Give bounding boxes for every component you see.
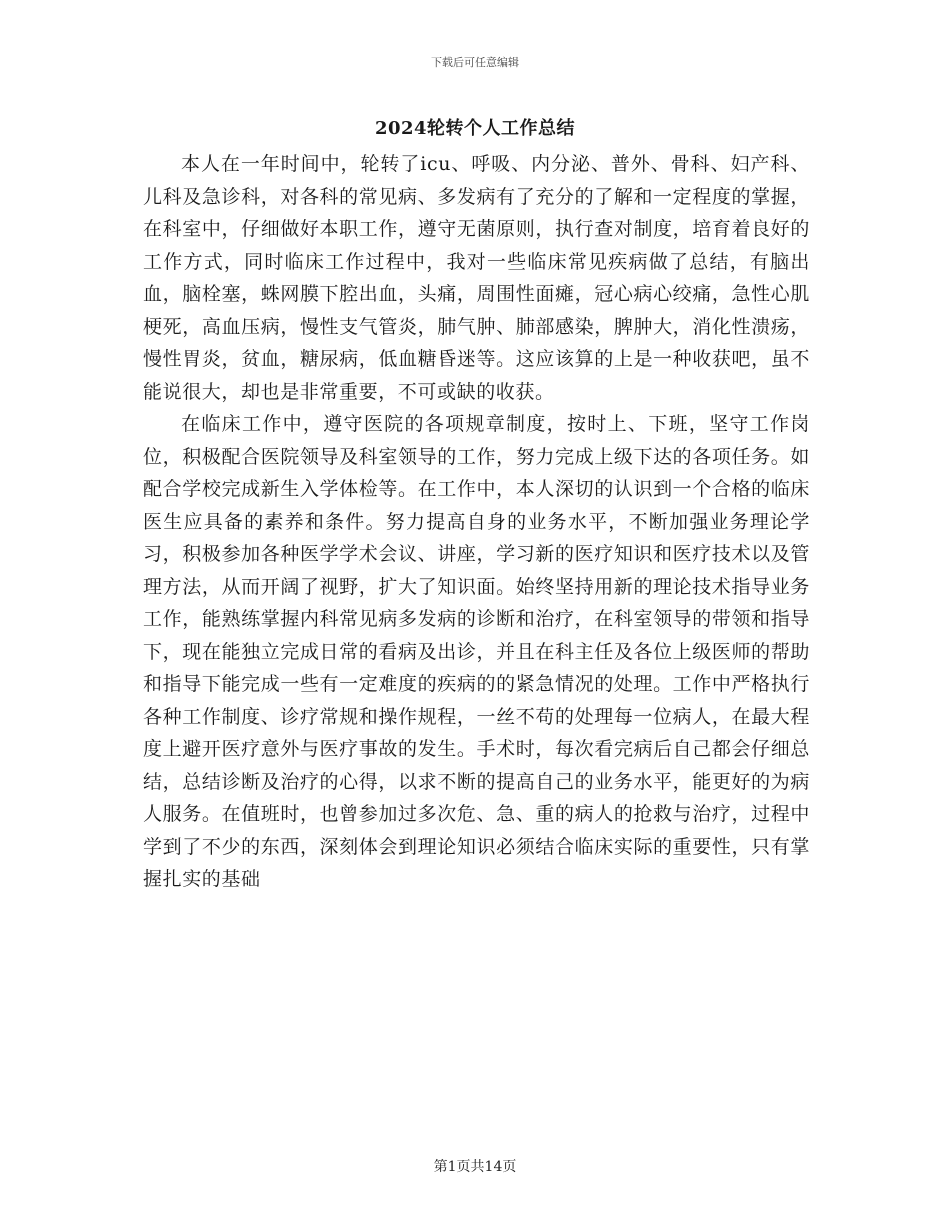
document-title: 2024轮转个人工作总结 (374, 118, 576, 139)
paragraph-1: 本人在一年时间中，轮转了icu、呼吸、内分泌、普外、骨科、妇产科、儿科及急诊科，对各科的常见病、多发病有了充分的了解和一定程度的掌握，在科室中，仔细做好本职工作，遵守无菌原则，执行查对制度，培育着良好的工作方式，同时临床工作过程中，我对一些临床常见疾病做了总结，有脑出血，脑栓塞，蛛网膜下腔出血，头痛，周围性面瘫，冠心病心绞痛，急性心肌梗死，高血压病，慢性支气管炎，肺气肿、肺部感染，脾肿大，消化性溃疡，慢性胃炎，贫血，糖尿病，低血糖昏迷等。这应该算的上是一种收获吧，虽不能说很大，却也是非常重要，不可或缺的收获。 (143, 153, 810, 403)
document-body (143, 148, 810, 896)
header-note: 下载后可任意编辑 (431, 56, 519, 69)
page-number: 第1页共14页 (433, 1159, 517, 1175)
paragraph-2: 在临床工作中，遵守医院的各项规章制度，按时上、下班，坚守工作岗位，积极配合医院领导及科室领导的工作，努力完成上级下达的各项任务。如配合学校完成新生入学体检等。在工作中，本人深切的认识到一个合格的临床医生应具备的素养和条件。努力提高自身的业务水平，不断加强业务理论学习，积极参加各种医学学术会议、讲座，学习新的医疗知识和医疗技术以及管理方法，从而开阔了视野，扩大了知识面。始终坚持用新的理论技术指导业务工作，能熟练掌握内科常见病多发病的诊断和治疗，在科室领导的带领和指导下，现在能独立完成日常的看病及出诊，并且在科主任及各位上级医师的帮助和指导下能完成一些有一定难度的疾病的的紧急情况的处理。工作中严格执行各种工作制度、诊疗常规和操作规程，一丝不苟的处理每一位病人，在最大程度上避开医疗意外与医疗事故的发生。手术时，每次看完病后自己都会仔细总结，总结诊断及治疗的心得，以求不断的提高自己的业务水平，能更好的为病人服务。在值班时，也曾参加过多次危、急、重的病人的抢救与治疗，过程中学到了不少的东西，深刻体会到理论知识必须结合临床实际的重要性，只有掌握扎实的基础 (143, 413, 810, 890)
